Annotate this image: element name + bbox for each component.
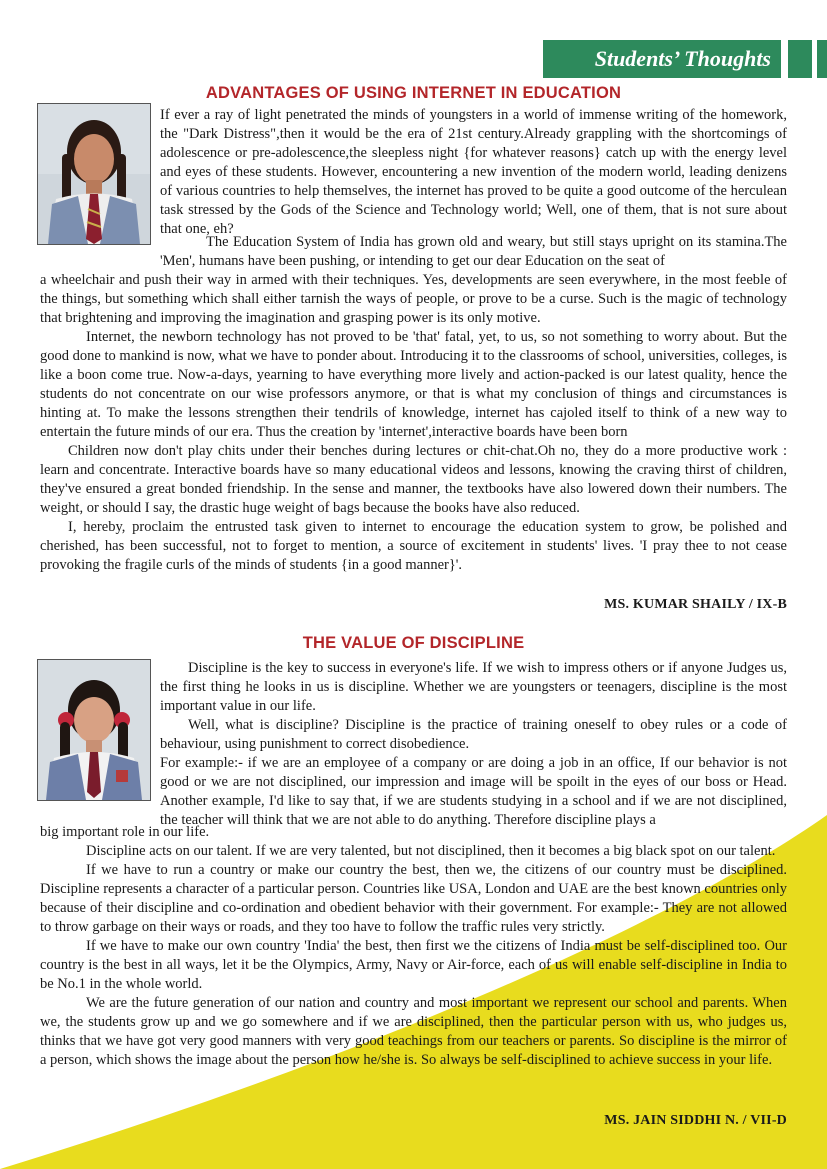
article1-paragraph-1: If ever a ray of light penetrated the minds of youngsters in a world of immense writing of the homework, the "Dark Distress",then it would be the era of 21st century.Already grappling with the shortcomings of adolescence or pre-adolescence,the sleepless night {for whatever reasons} catch up with the energy level and eyes of these students. However, encountering a new invention of the modern world, leading denizens of various countries to help themselves, the internet has proved to be quite a good outcome of the herculean task stressed by the Gods of the Science and Technology world; Well, one of them, that is not sure about that one, eh?	[160, 107, 787, 237]
article2-paragraph-1: Discipline is the key to success in everyone's life. If we wish to impress others or if anyone Judges us, the first thing he looks in us is discipline. Whether we are youngsters or teenagers, discipline is the most important value in our life.	[160, 660, 787, 714]
article1-paragraph-4: Children now don't play chits under their benches during lectures or chit-chat.Oh no, they do a more productive work : learn and concentrate. Interactive boards have so many educational videos and lessons, knowing the craving thirst of children, they've ensured a great bonded friendship. In the sense and manner, the textbooks have also lowered down their numbers. The weight, or should I say, the drastic huge weight of bags because the books have also reduced.	[40, 443, 787, 516]
header-stripe	[817, 40, 827, 78]
article1-paragraph	[160, 106, 787, 239]
article2-body	[40, 823, 787, 1070]
article1-paragraph-2b: a wheelchair and push their way in armed with their techniques. Yes, developments are seen everywhere, in the most feeble of the things, but something which shall either tarnish the ways of people, or prove to be a curse. Such is the magic of technology that brightening and improving the imagination and grasping power is its only motive.	[40, 272, 787, 326]
article2-paragraph-5: If we have to run a country or make our country the best, then we, the citizens of our country must be disciplined. Discipline represents a character of a particular person. Countries like USA, London and UAE are the best known countries only because of their discipline and co-ordination and obedient behavior with their government. For example:- They are not allowed to throw garbage on their ways or roads, and they too have to follow the traffic rules very strictly.	[40, 862, 787, 935]
article2-title: THE VALUE OF DISCIPLINE	[302, 634, 525, 652]
header-stripe	[788, 40, 812, 78]
article1-paragraph-2a: The Education System of India has grown old and weary, but still stays upright on its stamina.The 'Men', humans have been pushing, or intending to get our dear Education on the seat of	[160, 234, 787, 269]
article2-intro	[160, 659, 787, 830]
article1-paragraph	[160, 233, 787, 271]
article2-paragraph-6: If we have to make our own country 'India' the best, then first we the citizens of India must be self-disciplined too. Our country is the best in all ways, let it be the Olympics, Army, Navy or Air-force, each of us will enable self-discipline in India to be No.1 in the whole world.	[40, 938, 787, 992]
article2-paragraph-4: Discipline acts on our talent. If we are very talented, but not disciplined, then it becomes a big black spot on our talent.	[86, 843, 776, 859]
article2-paragraph-3a: For example:- if we are an employee of a company or are doing a job in an office, If our behavior is not good or we are not disciplined, our impression and image will be spoilt in the eyes of our boss or Head. Another example, I'd like to say that, if we are students studying in a school and if we are not disciplined, the teacher will think that we are not able to do anything. Therefore discipline plays a	[160, 755, 787, 828]
article1-paragraph-3: Internet, the newborn technology has not proved to be 'that' fatal, yet, to us, so not something to worry about. But the good done to mankind is now, what we have to ponder about. Introducing it to the classrooms of school, universities, colleges, is like a boon come true. Now-a-days, yearning to have everything more lively and action-packed is our latest quality, hence the students do not concentrate on our wise professors anymore, or that is what my conclusion of things and circumstances is hinting at. To make the lessons strengthen their tendrils of knowledge, internet has cajoled itself to think of a new way to entertain the future minds of our era. Thus the creation by 'internet',interactive boards have been born	[40, 329, 787, 440]
article2-paragraph-7: We are the future generation of our nation and country and most important we represent our school and parents. When we, the students grow up and we go somewhere and if we are disciplined, then the particular person with us, who judges us, thinks that we have got very good manners with very good teachings from our teachers or parents. So discipline is the mirror of a person, which shows the image about the person how he/she is. So always be self-disciplined to achieve success in your life.	[40, 995, 787, 1068]
article1-body	[40, 271, 787, 575]
article2-paragraph-2: Well, what is discipline? Discipline is the practice of training oneself to obey rules or a code of behaviour, using punishment to correct disobedience.	[160, 717, 787, 752]
article1-author: MS. KUMAR SHAILY / IX-B	[604, 597, 787, 612]
article2-paragraph-3b: big important role in our life.	[40, 824, 210, 840]
student-photo-siddhi	[37, 659, 151, 801]
article1-paragraph-5: I, hereby, proclaim the entrusted task given to internet to encourage the education system to grow, be polished and cherished, has been successful, not to forget to mention, a source of excitement in students' lives. 'I pray thee to not cease provoking the fragile curls of the minds of students {in a good manner}'.	[40, 519, 787, 573]
student-photo-shaily	[37, 103, 151, 245]
article2-author: MS. JAIN SIDDHI N. / VII-D	[604, 1113, 787, 1128]
header-banner	[543, 40, 781, 78]
header-title: Students’ Thoughts	[594, 46, 771, 71]
article1-title: ADVANTAGES OF USING INTERNET IN EDUCATION	[205, 84, 622, 102]
